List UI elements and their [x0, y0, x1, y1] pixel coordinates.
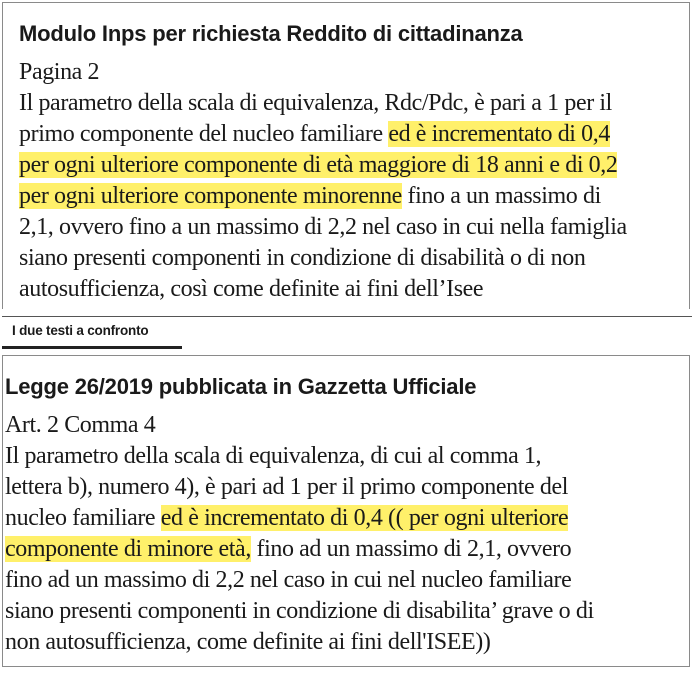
line-text: siano presenti componenti in condizione di disabilità o di non — [19, 245, 586, 271]
highlighted-text: ed è incrementato di 0,4 — [388, 121, 610, 147]
legge-subtitle: Art. 2 Comma 4 — [5, 412, 156, 438]
line-text: 2,1, ovvero fino a un massimo di 2,2 nel caso in cui nella famiglia — [19, 214, 627, 240]
text-line — [5, 441, 689, 472]
line-text: non autosufficienza, come definite ai fini dell'ISEE)) — [5, 629, 491, 655]
line-text: fino ad un massimo di 2,2 nel caso in cui nel nucleo familiare — [5, 567, 572, 593]
highlighted-text: componente di minore età, — [5, 536, 251, 562]
line-text: nucleo familiare — [5, 505, 161, 531]
line-text: Il parametro della scala di equivalenza, di cui al comma 1, — [5, 443, 542, 469]
line-text: fino a un massimo di — [401, 183, 601, 209]
line-text: autosufficienza, così come definite ai fini dell’Isee — [19, 276, 484, 302]
line-text: lettera b), numero 4), è pari ad 1 per il primo componente del — [5, 474, 568, 500]
text-line — [5, 534, 689, 565]
inps-subtitle: Pagina 2 — [19, 59, 100, 85]
text-line — [19, 274, 689, 305]
highlighted-text: ed è incrementato di 0,4 (( per ogni ulteriore — [160, 505, 569, 531]
text-line — [19, 212, 689, 243]
line-text: siano presenti componenti in condizione di disabilita’ grave o di — [5, 598, 594, 624]
legge-text-box — [2, 355, 690, 667]
text-line — [5, 472, 689, 503]
text-line — [19, 150, 689, 181]
inps-body — [19, 88, 689, 305]
line-text: primo componente del nucleo familiare — [19, 121, 389, 147]
text-line — [19, 181, 689, 212]
text-line — [19, 243, 689, 274]
highlighted-text: per ogni ulteriore componente minorenne — [19, 183, 402, 209]
inps-text-box — [2, 2, 690, 309]
compare-label-underline — [2, 346, 182, 349]
text-line — [5, 565, 689, 596]
legge-title: Legge 26/2019 pubblicata in Gazzetta Ufficiale — [5, 374, 477, 399]
text-line — [5, 596, 689, 627]
line-text: Il parametro della scala di equivalenza, Rdc/Pdc, è pari a 1 per il — [19, 90, 612, 116]
highlighted-text: per ogni ulteriore componente di età maggiore di 18 anni e di 0,2 — [19, 152, 618, 178]
inps-title: Modulo Inps per richiesta Reddito di cittadinanza — [19, 21, 523, 46]
section-separator — [2, 316, 692, 317]
legge-body — [5, 441, 689, 658]
line-text: fino ad un massimo di 2,1, ovvero — [250, 536, 572, 562]
text-line — [5, 503, 689, 534]
compare-label: I due testi a confronto — [12, 323, 149, 338]
text-line — [19, 119, 689, 150]
text-line — [19, 88, 689, 119]
text-line — [5, 627, 689, 658]
